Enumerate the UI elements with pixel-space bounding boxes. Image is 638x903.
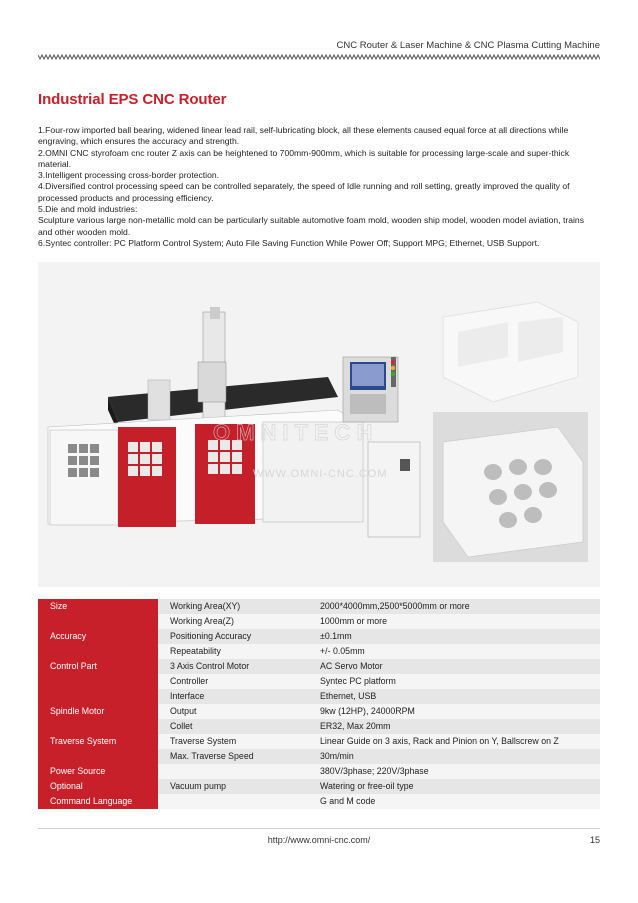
spec-item: Working Area(Z) xyxy=(158,614,308,629)
spec-row xyxy=(38,749,600,764)
footer-url[interactable]: http://www.omni-cnc.com/ xyxy=(267,835,371,845)
spec-category xyxy=(38,749,158,764)
feature-paragraph: 3.Intelligent processing cross-border protection. xyxy=(38,170,220,181)
spec-table xyxy=(38,599,600,809)
spec-value: Ethernet, USB xyxy=(308,689,600,704)
spec-value: 380V/3phase; 220V/3phase xyxy=(308,764,600,779)
spec-row xyxy=(38,644,600,659)
feature-paragraph: Sculpture various large non-metallic mold can be particularly suitable automotive foam mold, wooden ship model, wooden model aviation, trains and other wooden mold. xyxy=(38,215,584,237)
header-text: CNC Router & Laser Machine & CNC Plasma Cutting Machine xyxy=(336,40,600,51)
spec-item: Max. Traverse Speed xyxy=(158,749,308,764)
feature-paragraph: 5.Die and mold industries: xyxy=(38,204,138,215)
watermark-brand: OMNITECH xyxy=(213,420,379,445)
spec-category xyxy=(38,689,158,704)
spec-category xyxy=(38,719,158,734)
spec-value: 2000*4000mm,2500*5000mm or more xyxy=(308,599,600,614)
spec-item xyxy=(158,794,308,809)
spec-category: Power Source xyxy=(38,764,158,779)
spec-value: 9kw (12HP), 24000RPM xyxy=(308,704,600,719)
spec-item: Vacuum pump xyxy=(158,779,308,794)
spec-row xyxy=(38,764,600,779)
spec-value: +/- 0.05mm xyxy=(308,644,600,659)
spec-category: Optional xyxy=(38,779,158,794)
spec-row xyxy=(38,659,600,674)
spec-category: Size xyxy=(38,599,158,614)
spec-category: Spindle Motor xyxy=(38,704,158,719)
spec-item: 3 Axis Control Motor xyxy=(158,659,308,674)
spec-value: Syntec PC platform xyxy=(308,674,600,689)
feature-paragraph: 4.Diversified control processing speed can be controlled separately, the speed of Idle running and roll setting, greatly improved the quality of processed products and processing efficiency. xyxy=(38,181,570,203)
spec-value: ±0.1mm xyxy=(308,629,600,644)
spec-row xyxy=(38,674,600,689)
feature-list xyxy=(38,125,600,249)
product-photo xyxy=(38,262,600,587)
spec-item: Interface xyxy=(158,689,308,704)
spec-row xyxy=(38,689,600,704)
spec-row xyxy=(38,719,600,734)
spec-value: 1000mm or more xyxy=(308,614,600,629)
spec-item: Working Area(XY) xyxy=(158,599,308,614)
spec-category: Command Language xyxy=(38,794,158,809)
page-number: 15 xyxy=(589,835,600,845)
spec-row xyxy=(38,629,600,644)
spec-value: G and M code xyxy=(308,794,600,809)
spec-row xyxy=(38,599,600,614)
spec-value: Linear Guide on 3 axis, Rack and Pinion on Y, Ballscrew on Z xyxy=(308,734,600,749)
spec-category: Traverse System xyxy=(38,734,158,749)
spec-row xyxy=(38,779,600,794)
feature-paragraph: 6.Syntec controller: PC Platform Control System; Auto File Saving Function While Power Off; Support MPG; Ethernet, USB Support. xyxy=(38,237,540,248)
spec-item: Collet xyxy=(158,719,308,734)
spec-value: AC Servo Motor xyxy=(308,659,600,674)
spec-category: Control Part xyxy=(38,659,158,674)
spec-category xyxy=(38,644,158,659)
spec-row xyxy=(38,704,600,719)
feature-paragraph: 1.Four-row imported ball bearing, widened linear lead rail, self-lubricating block, all these elements caused equal force at all directions while engraving, which ensures the accuracy and strength. xyxy=(38,125,569,147)
spec-item: Positioning Accuracy xyxy=(158,629,308,644)
spec-item: Traverse System xyxy=(158,734,308,749)
cnc-machine-illustration xyxy=(38,262,600,587)
spec-item xyxy=(158,764,308,779)
spec-item: Output xyxy=(158,704,308,719)
footer-divider xyxy=(38,828,600,829)
spec-category xyxy=(38,674,158,689)
spec-value: Watering or free-oil type xyxy=(308,779,600,794)
spec-row xyxy=(38,794,600,809)
spec-category: Accuracy xyxy=(38,629,158,644)
spec-category xyxy=(38,614,158,629)
spec-row xyxy=(38,614,600,629)
header-zigzag-divider xyxy=(38,54,600,60)
spec-row xyxy=(38,734,600,749)
watermark-url: WWW.OMNI-CNC.COM xyxy=(253,468,388,480)
spec-value: ER32, Max 20mm xyxy=(308,719,600,734)
spec-item: Controller xyxy=(158,674,308,689)
spec-item: Repeatability xyxy=(158,644,308,659)
spec-value: 30m/min xyxy=(308,749,600,764)
page-title: Industrial EPS CNC Router xyxy=(38,91,227,108)
feature-paragraph: 2.OMNI CNC styrofoam cnc router Z axis can be heightened to 700mm-900mm, which is suitable for processing large-scale and super-thick material. xyxy=(38,147,570,169)
